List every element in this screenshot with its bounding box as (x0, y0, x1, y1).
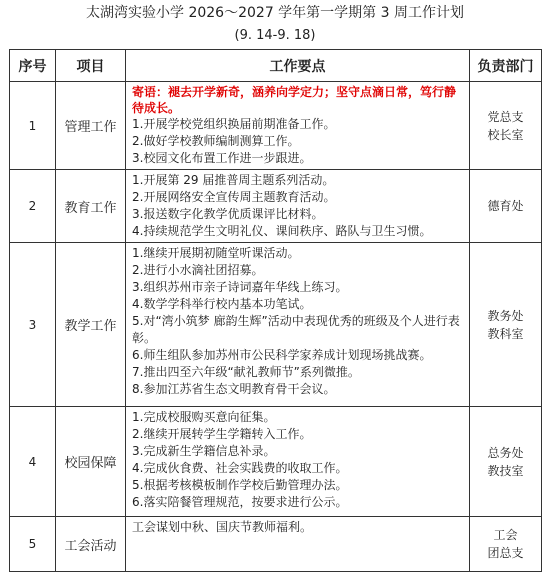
point-item: 2.进行小水滴社团招募。 (132, 263, 264, 277)
dept-name: 工会 (493, 528, 518, 542)
row-dept (470, 407, 542, 517)
point-item: 1.完成校服购买意向征集。 (132, 410, 276, 424)
row-number: 5 (10, 517, 56, 572)
table-row (10, 517, 542, 572)
dept-name: 总务处 (487, 445, 524, 460)
row-points (126, 407, 470, 517)
row-number: 2 (10, 170, 56, 243)
header-points: 工作要点 (126, 50, 470, 82)
table-row (10, 170, 542, 243)
table-header-row (10, 50, 542, 82)
row-item: 教育工作 (56, 170, 126, 243)
row-points (126, 517, 470, 572)
row-dept (470, 170, 542, 243)
point-item: 6.师生组队参加苏州市公民科学家养成计划现场挑战赛。 (132, 348, 432, 362)
header-dept: 负责部门 (470, 50, 542, 82)
point-item: 5.根据考核模板制作学校后勤管理办法。 (132, 478, 348, 492)
point-item: 2.开展网络安全宣传周主题教育活动。 (132, 190, 336, 204)
date-range: (9. 14-9. 18) (234, 28, 316, 43)
point-item: 3.报送数字化教学优质课评比材料。 (132, 207, 324, 221)
table-row (10, 243, 542, 407)
row-dept (470, 82, 542, 170)
point-item: 2.继续开展转学生学籍转入工作。 (132, 427, 312, 441)
point-item: 1.开展学校党组织换届前期准备工作。 (132, 117, 336, 131)
header-no: 序号 (10, 50, 56, 82)
table-row (10, 407, 542, 517)
row-item: 工会活动 (56, 517, 126, 572)
row-number: 3 (10, 243, 56, 407)
row-dept (470, 517, 542, 572)
row-dept (470, 243, 542, 407)
point-item: 5.对“湾小筑梦 廊韵生辉”活动中表现优秀的班级及个人进行表彰。 (132, 314, 460, 345)
point-item: 2.做好学校教师编制测算工作。 (132, 134, 300, 148)
dept-name: 德育处 (487, 199, 524, 213)
point-item: 4.数学学科举行校内基本功笔试。 (132, 297, 312, 311)
point-item: 7.推出四至六年级“献礼教师节”系列微推。 (132, 365, 360, 379)
dept-name: 校长室 (487, 127, 524, 142)
row-item: 校园保障 (56, 407, 126, 517)
point-item: 3.完成新生学籍信息补录。 (132, 444, 276, 458)
row-number: 1 (10, 82, 56, 170)
row-points (126, 82, 470, 170)
dept-name: 团总支 (487, 546, 524, 560)
header-item: 项目 (56, 50, 126, 82)
point-item: 3.校园文化布置工作进一步跟进。 (132, 151, 312, 165)
dept-name: 教技室 (487, 463, 524, 478)
row-points (126, 170, 470, 243)
table-row (10, 82, 542, 170)
point-item: 1.开展第 29 届推普周主题系列活动。 (132, 173, 335, 187)
motto-text: 寄语：褪去开学新奇，涵养向学定力；坚守点滴日常，笃行静待成长。 (132, 85, 457, 115)
point-item: 6.落实陪餐管理规范，按要求进行公示。 (132, 495, 348, 509)
dept-name: 教科室 (487, 326, 524, 341)
point-item: 4.持续规范学生文明礼仪、课间秩序、路队与卫生习惯。 (132, 224, 432, 238)
point-item: 8.参加江苏省生态文明教育骨干会议。 (132, 382, 336, 396)
work-plan-table (9, 49, 542, 572)
page-title: 太湖湾实验小学 2026～2027 学年第一学期第 3 周工作计划 (86, 5, 464, 21)
row-item: 教学工作 (56, 243, 126, 407)
dept-name: 党总支 (487, 109, 524, 124)
point-item: 3.组织苏州市亲子诗词嘉年华线上练习。 (132, 280, 348, 294)
point-item: 1.继续开展期初随堂听课活动。 (132, 246, 300, 260)
row-number: 4 (10, 407, 56, 517)
row-points (126, 243, 470, 407)
point-item: 工会谋划中秋、国庆节教师福利。 (132, 520, 313, 534)
row-item: 管理工作 (56, 82, 126, 170)
dept-name: 教务处 (487, 308, 524, 323)
point-item: 4.完成伙食费、社会实践费的收取工作。 (132, 461, 348, 475)
